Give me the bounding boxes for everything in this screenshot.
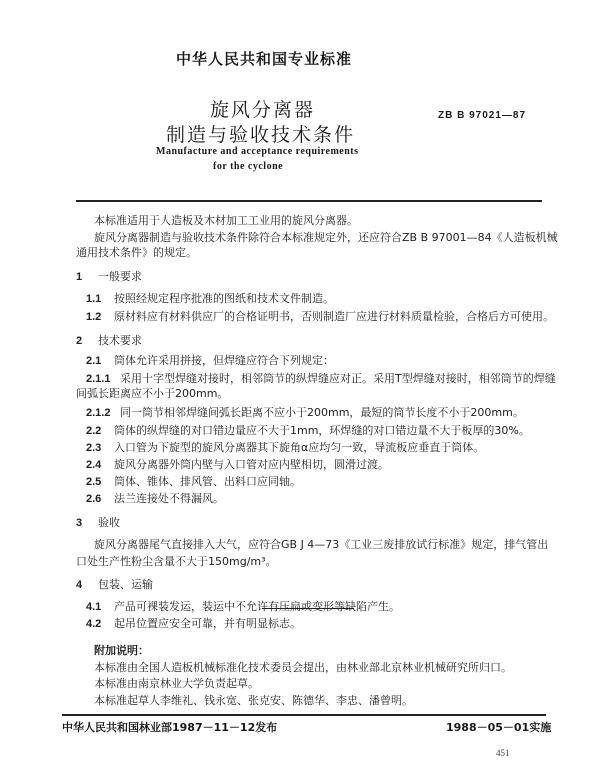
clause-2-1-1: [86, 372, 556, 386]
clause-2-5-number: 2.5: [86, 476, 102, 488]
clause-2-2-number: 2.2: [86, 425, 102, 437]
clause-1-2: [86, 310, 554, 324]
clause-2-1-text: 筒体允许采用拼接，但焊缝应符合下列规定：: [114, 354, 334, 367]
clause-2-3: [86, 441, 484, 455]
clause-2-1-1-text-line-2: 间弧长距离应不小于200mm。: [76, 387, 229, 400]
clause-4-2: [86, 617, 301, 631]
notes-divider: [262, 608, 354, 609]
section-2-heading: [76, 334, 142, 348]
section-1-number: 1: [76, 271, 83, 283]
clause-2-4: [86, 458, 389, 472]
section-1-title: 一般要求: [98, 270, 142, 283]
document-title-line-2: 制造与验收技术条件: [166, 124, 356, 146]
section-4-heading: [76, 578, 153, 592]
clause-4-1-number: 4.1: [86, 601, 102, 613]
section-2-title: 技术要求: [98, 334, 142, 347]
notes-line-1: 本标准由全国人造板机械标准化技术委员会提出，由林业部北京林业机械研究所归口。: [94, 661, 512, 674]
section-3-text-line-1: 旋风分离器尾气直接排入大气，应符合GB J 4—73《工业三废排放试行标准》规定，排气管出: [94, 538, 549, 551]
section-3-title: 验收: [98, 516, 120, 529]
page-number: 451: [496, 748, 510, 758]
clause-4-2-number: 4.2: [86, 618, 102, 630]
section-4-number: 4: [76, 579, 83, 591]
clause-4-2-text: 起吊位置应安全可靠，并有明显标志。: [114, 617, 301, 630]
notes-line-3: 本标准起草人李维礼、钱永宽、张克安、陈德华、李忠、潘曾明。: [94, 694, 413, 707]
english-title-line-2: for the cyclone: [213, 161, 284, 172]
clause-2-1: [86, 354, 334, 368]
intro-paragraph-2-line-1: 旋风分离器制造与验收技术条件除符合本标准规定外，还应符合ZB B 97001—84《人造板机械: [94, 231, 558, 244]
clause-4-1: [86, 600, 400, 614]
notes-title: 附加说明：: [94, 644, 149, 657]
english-title-line-1: Manufacture and acceptance requirements: [156, 146, 359, 157]
clause-2-1-2-text: 同一筒节相邻焊缝间弧长距离不应小于200mm，最短的筒节长度不小于200mm。: [120, 406, 524, 419]
clause-2-4-number: 2.4: [86, 459, 102, 471]
clause-1-2-number: 1.2: [86, 311, 102, 323]
section-3-text-line-2: 口处生产性粉尘含量不大于150mg/m³。: [76, 555, 277, 568]
clause-2-1-1-text-line-1: 采用十字型焊缝对接时，相邻筒节的纵焊缝应对正。采用T型焊缝对接时，相邻筒节的焊缝: [120, 372, 556, 385]
standard-code: ZB B 97021—87: [438, 110, 527, 121]
clause-1-2-text: 原材料应有材料供应厂的合格证明书，否则制造厂应进行材料质量检验，合格后方可使用。: [114, 310, 554, 323]
section-4-title: 包装、运输: [98, 578, 153, 591]
section-2-number: 2: [76, 335, 83, 347]
clause-1-1-number: 1.1: [86, 293, 102, 305]
clause-2-1-1-number: 2.1.1: [86, 373, 111, 385]
document-title-line-1: 旋风分离器: [210, 99, 316, 121]
section-3-heading: [76, 516, 120, 530]
section-3-number: 3: [76, 517, 83, 529]
clause-2-3-number: 2.3: [86, 442, 102, 454]
clause-2-6-number: 2.6: [86, 493, 102, 505]
clause-2-2-text: 筒体的纵焊缝的对口错边量应不大于1mm，环焊缝的对口错边量不大于板厚的30%。: [114, 424, 530, 437]
clause-1-1: [86, 292, 334, 306]
notes-line-2: 本标准由南京林业大学负责起草。: [94, 677, 259, 690]
clause-2-5-text: 筒体、锥体、排风管、出料口应同轴。: [114, 475, 301, 488]
clause-2-5: [86, 475, 301, 489]
clause-2-1-2-number: 2.1.2: [86, 407, 111, 419]
clause-2-4-text: 旋风分离器外筒内壁与入口管对应内壁相切，圆滑过渡。: [114, 458, 389, 471]
footer-divider: [62, 714, 546, 716]
intro-paragraph-1: 本标准适用于人造板及木材加工工业用的旋风分离器。: [94, 214, 358, 227]
header-divider: [76, 200, 542, 202]
clause-2-1-2: [86, 406, 524, 420]
issue-date: 中华人民共和国林业部1987－11－12发布: [62, 721, 278, 734]
issuing-country-header: 中华人民共和国专业标准: [176, 50, 353, 68]
clause-4-1-text: 产品可裸装发运，装运中不允许有压扁或变形等缺陷产生。: [114, 600, 400, 613]
clause-2-2: [86, 424, 530, 438]
clause-2-3-text: 入口管为下旋型的旋风分离器其下旋角α应均匀一致，导流板应垂直于筒体。: [114, 441, 485, 454]
effective-date: 1988－05－01实施: [446, 721, 552, 734]
clause-2-1-number: 2.1: [86, 355, 102, 367]
clause-2-6-text: 法兰连接处不得漏风。: [114, 492, 224, 505]
clause-2-6: [86, 492, 224, 506]
section-1-heading: [76, 270, 142, 284]
intro-paragraph-2-line-2: 通用技术条件》的规定。: [76, 246, 197, 259]
clause-1-1-text: 按照经规定程序批准的图纸和技术文件制造。: [114, 292, 334, 305]
